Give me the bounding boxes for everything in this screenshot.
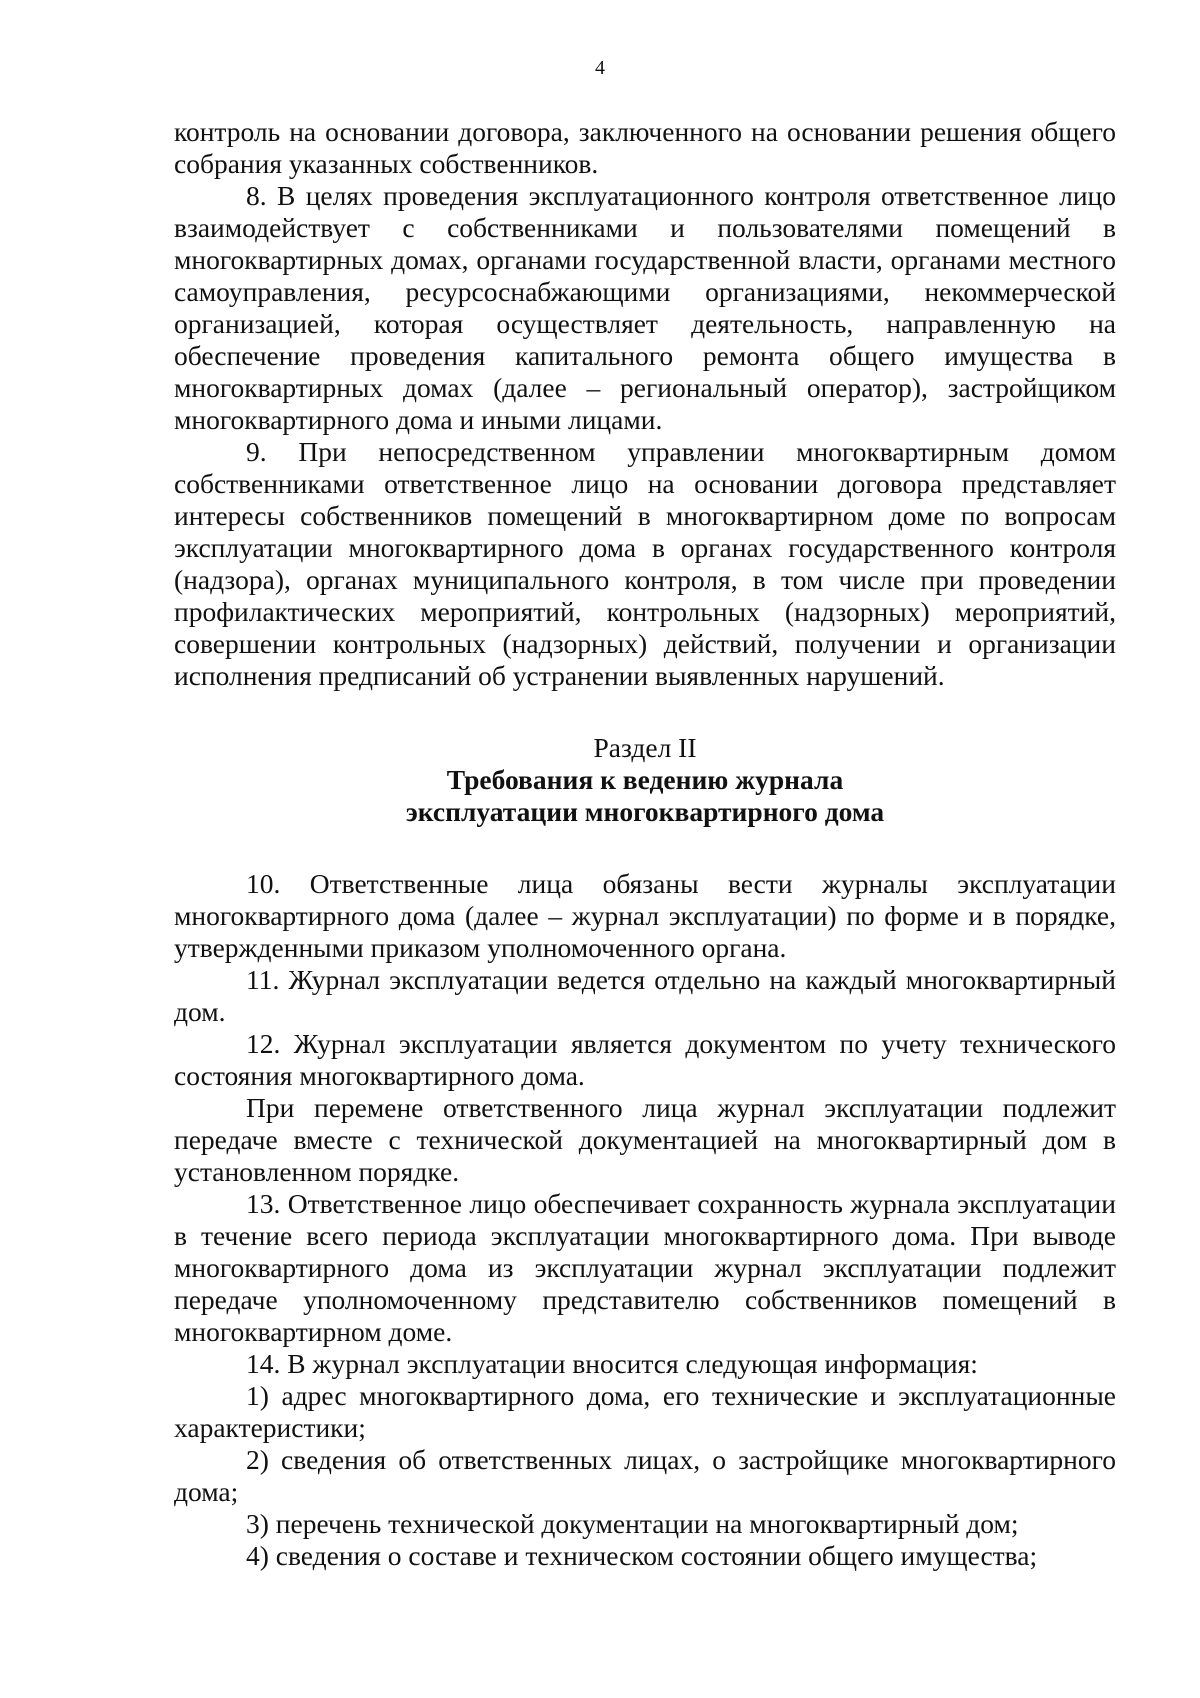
list-item-2: 2) сведения об ответственных лицах, о застройщике многоквартирного дома; bbox=[174, 1444, 1116, 1507]
paragraph-item-10: 10. Ответственные лица обязаны вести журналы эксплуатации многоквартирного дома (далее – журнал эксплуатации) по форме и в порядке, утвержденными приказом уполномоченного органа. bbox=[174, 868, 1116, 963]
paragraph-item-8: 8. В целях проведения эксплуатационного контроля ответственное лицо взаимодействует с собственниками и пользователями помещений в многоквартирных домах, органами государственной власти, органами местного самоуправления, ресурсоснабжающими организациями, некоммерческой организацией, которая осуществляет деятельность, направленную на обеспечение проведения капитального ремонта общего имущества в многоквартирных домах (далее – региональный оператор), застройщиком многоквартирного дома и иными лицами. bbox=[174, 180, 1116, 435]
section-title-line-2: эксплуатации многоквартирного дома bbox=[405, 796, 885, 827]
paragraph-item-9: 9. При непосредственном управлении многоквартирным домом собственниками ответственное лицо на основании договора представляет интересы собственников помещений в многоквартирном доме по вопросам эксплуатации многоквартирного дома в органах государственного контроля (надзора), органах муниципального контроля, в том числе при проведении профилактических мероприятий, контрольных (надзорных) мероприятий, совершении контрольных (надзорных) действий, получении и организации исполнения предписаний об устранении выявленных нарушений. bbox=[174, 436, 1116, 691]
paragraph-item-12: 12. Журнал эксплуатации является документом по учету технического состояния многоквартирного дома. bbox=[174, 1028, 1116, 1091]
list-item-1: 1) адрес многоквартирного дома, его технические и эксплуатационные характеристики; bbox=[174, 1380, 1116, 1443]
paragraph-item-11: 11. Журнал эксплуатации ведется отдельно на каждый многоквартирный дом. bbox=[174, 964, 1116, 1027]
list-item-4: 4) сведения о составе и техническом состоянии общего имущества; bbox=[246, 1540, 1038, 1571]
paragraph-item-13: 13. Ответственное лицо обеспечивает сохранность журнала эксплуатации в течение всего периода эксплуатации многоквартирного дома. При выводе многоквартирного дома из эксплуатации журнал эксплуатации подлежит передаче уполномоченному представителю собственников помещений в многоквартирном доме. bbox=[174, 1188, 1116, 1347]
section-heading bbox=[174, 732, 1116, 828]
section-number: Раздел II bbox=[593, 732, 697, 763]
paragraph-item-14: 14. В журнал эксплуатации вносится следующая информация: bbox=[246, 1348, 978, 1379]
list-item-3: 3) перечень технической документации на многоквартирный дом; bbox=[246, 1508, 1019, 1539]
document-body bbox=[174, 116, 1116, 1572]
paragraph-item-12-continuation: При перемене ответственного лица журнал эксплуатации подлежит передаче вместе с технической документацией на многоквартирный дом в установленном порядке. bbox=[174, 1092, 1116, 1187]
paragraph-continuation: контроль на основании договора, заключенного на основании решения общего собрания указанных собственников. bbox=[174, 116, 1116, 179]
page-number: 4 bbox=[595, 57, 605, 79]
section-title-line-1: Требования к ведению журнала bbox=[446, 764, 844, 795]
